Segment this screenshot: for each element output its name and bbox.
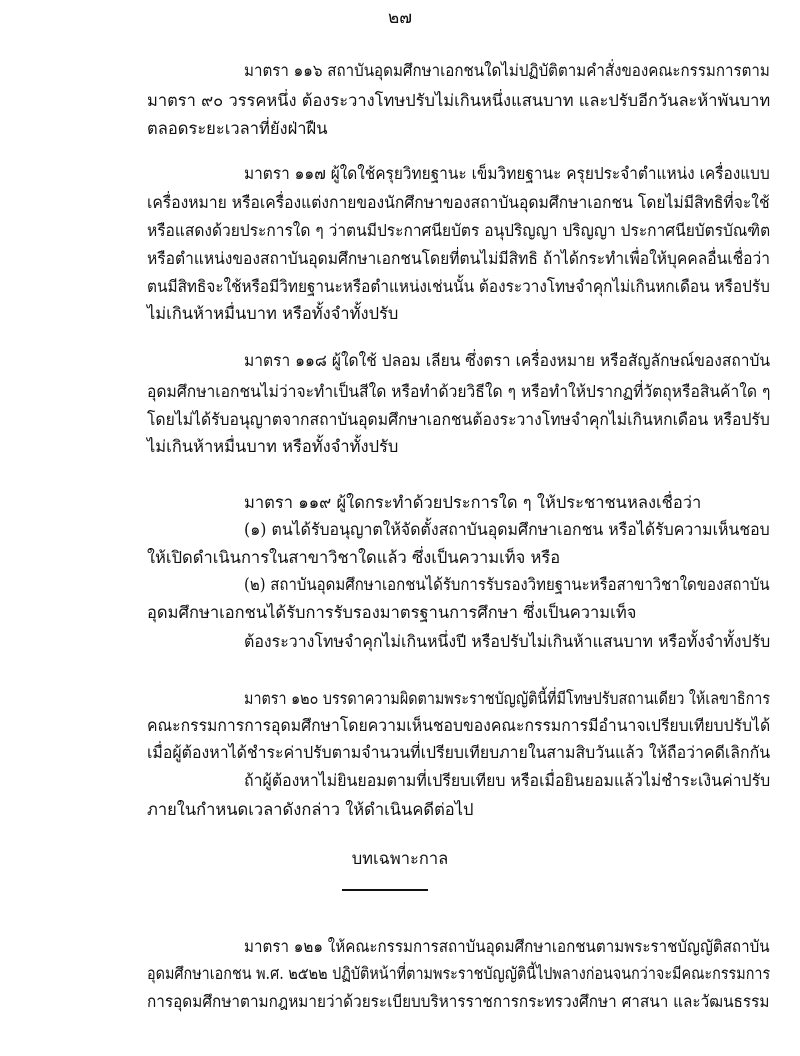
section-120-line-3: เมื่อผู้ต้องหาได้ชำระค่าปรับตามจำนวนที่เปรียบเทียบภายในสามสิบวันแล้ว ให้ถือว่าคดีเลิกกัน [147,743,771,762]
section-120-line-5: ภายในกำหนดเวลาดังกล่าว ให้ดำเนินคดีต่อไป [147,800,474,819]
section-119-line-1: มาตรา ๑๑๙ ผู้ใดกระทำด้วยประการใด ๆ ให้ประชาชนหลงเชื่อว่า [244,493,702,512]
section-119-item-2-cont: อุดมศึกษาเอกชนได้รับการรับรองมาตรฐานการศึกษา ซึ่งเป็นความเท็จ [147,603,637,622]
section-120-line-2: คณะกรรมการการอุดมศึกษาโดยความเห็นชอบของคณะกรรมการมีอำนาจเปรียบเทียบปรับได้ [147,716,771,735]
section-120-line-1: มาตรา ๑๒๐ บรรดาความผิดตามพระราชบัญญัตินี้ที่มีโทษปรับสถานเดียว ให้เลขาธิการ [244,689,771,708]
section-119-item-2: (๒) สถาบันอุดมศึกษาเอกชนได้รับการรับรองวิทยฐานะหรือสาขาวิชาใดของสถาบัน [244,575,770,594]
title-underline [342,889,428,891]
section-120-line-4: ถ้าผู้ต้องหาไม่ยินยอมตามที่เปรียบเทียบ หรือเมื่อยินยอมแล้วไม่ชำระเงินค่าปรับ [244,771,771,790]
section-121-line-3: การอุดมศึกษาตามกฎหมายว่าด้วยระเบียบบริหารราชการกระทรวงศึกษา ศาสนา และวัฒนธรรม [147,992,770,1011]
section-121-line-1: มาตรา ๑๒๑ ให้คณะกรรมการสถาบันอุดมศึกษาเอกชนตามพระราชบัญญัติสถาบัน [244,937,770,956]
section-117-line-5: ตนมีสิทธิจะใช้หรือมีวิทยฐานะหรือตำแหน่งเช่นนั้น ต้องระวางโทษจำคุกไม่เกินหกเดือน หรือปรับ [147,277,770,296]
section-119-penalty: ต้องระวางโทษจำคุกไม่เกินหนึ่งปี หรือปรับไม่เกินห้าแสนบาท หรือทั้งจำทั้งปรับ [244,632,771,651]
section-117-line-6: ไม่เกินห้าหมื่นบาท หรือทั้งจำทั้งปรับ [147,304,399,323]
section-118-line-4: ไม่เกินห้าหมื่นบาท หรือทั้งจำทั้งปรับ [147,437,399,456]
section-118-line-1: มาตรา ๑๑๘ ผู้ใดใช้ ปลอม เลียน ซึ่งตรา เครื่องหมาย หรือสัญลักษณ์ของสถาบัน [244,351,771,370]
section-119-item-1: (๑) ตนได้รับอนุญาตให้จัดตั้งสถาบันอุดมศึกษาเอกชน หรือได้รับความเห็นชอบ [244,520,770,539]
section-116-line-2: มาตรา ๙๐ วรรคหนึ่ง ต้องระวางโทษปรับไม่เกินหนึ่งแสนบาท และปรับอีกวันละห้าพันบาท [147,91,771,110]
transitional-provisions-title: บทเฉพาะกาล [351,849,449,868]
section-117-line-2: เครื่องหมาย หรือเครื่องแต่งกายของนักศึกษาของสถาบันอุดมศึกษาเอกชน โดยไม่มีสิทธิที่จะใช้ [147,193,770,212]
section-117-line-3: หรือแสดงด้วยประการใด ๆ ว่าตนมีประกาศนียบัตร อนุปริญญา ปริญญา ประกาศนียบัตรบัณฑิต [147,221,771,240]
section-118-line-3: โดยไม่ได้รับอนุญาตจากสถาบันอุดมศึกษาเอกชนต้องระวางโทษจำคุกไม่เกินหกเดือน หรือปรับ [147,410,770,429]
section-116-line-3: ตลอดระยะเวลาที่ยังฝ่าฝืน [147,119,328,138]
section-119-item-1-cont: ให้เปิดดำเนินการในสาขาวิชาใดแล้ว ซึ่งเป็นความเท็จ หรือ [147,548,561,567]
page-number: ๒๗ [388,8,412,28]
section-117-line-1: มาตรา ๑๑๗ ผู้ใดใช้ครุยวิทยฐานะ เข็มวิทยฐานะ ครุยประจำตำแหน่ง เครื่องแบบ [244,164,770,183]
section-116-line-1: มาตรา ๑๑๖ สถาบันอุดมศึกษาเอกชนใดไม่ปฏิบัติตามคำสั่งของคณะกรรมการตาม [244,61,770,80]
section-121-line-2: อุดมศึกษาเอกชน พ.ศ. ๒๕๒๒ ปฏิบัติหน้าที่ตามพระราชบัญญัตินี้ไปพลางก่อนจนกว่าจะมีคณะกรรมการ [147,964,771,983]
section-117-line-4: หรือตำแหน่งของสถาบันอุดมศึกษาเอกชนโดยที่ตนไม่มีสิทธิ ถ้าได้กระทำเพื่อให้บุคคลอื่นเชื่อว่า [147,249,771,268]
section-118-line-2: อุดมศึกษาเอกชนไม่ว่าจะทำเป็นสีใด หรือทำด้วยวิธีใด ๆ หรือทำให้ปรากฏที่วัตถุหรือสินค้าใด ๆ [147,382,771,401]
